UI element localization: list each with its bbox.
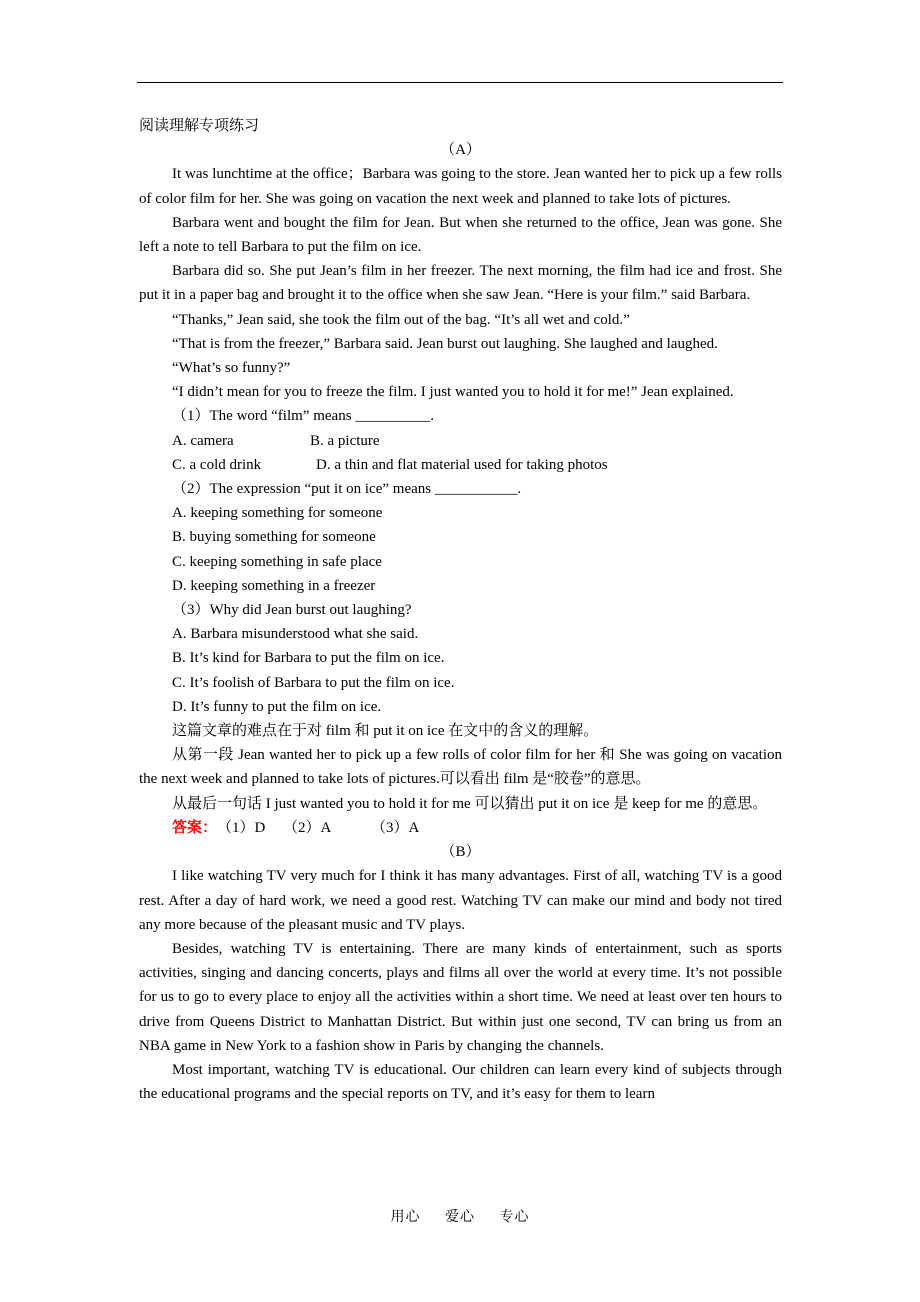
q1-option-c: C. a cold drink (172, 456, 262, 473)
question-1-options-ab (139, 429, 782, 453)
document-title: 阅读理解专项练习 (139, 118, 260, 134)
passage-a-paragraph: It was lunchtime at the office；Barbara was going to the store. Jean wanted her to pick up a few rolls of color film for her. She was going on vacation the next week and planned to take lots of pictures. (139, 166, 782, 207)
passage-a-paragraph: Barbara did so. She put Jean’s film in her freezer. The next morning, the film had ice and frost. She put it in a paper bag and brought it to the office when she saw Jean. “Here is your film.” said Barbara. (139, 263, 782, 304)
passage-b-paragraph: I like watching TV very much for I think it has many advantages. First of all, watching TV is a good rest. After a day of hard work, we need a good rest. Watching TV can make our mind and body not tired any more because of the pleasant music and TV plays. (139, 868, 782, 933)
answer-1: （1）D (217, 819, 266, 836)
q3-option-a: A. Barbara misunderstood what she said. (172, 626, 419, 643)
passage-a-paragraph: “That is from the freezer,” Barbara said. Jean burst out laughing. She laughed and laughed. (172, 335, 718, 352)
passage-a-paragraph: “I didn’t mean for you to freeze the film. I just wanted you to hold it for me!” Jean explained. (172, 384, 734, 401)
passage-a-paragraph: Barbara went and bought the film for Jean. But when she returned to the office, Jean was gone. She left a note to tell Barbara to put the film on ice. (139, 214, 782, 256)
footer-text: 爱心 (445, 1210, 475, 1225)
answer-label: 答案： (172, 819, 218, 836)
section-b-label: （B） (440, 844, 481, 861)
question-3-stem: （3）Why did Jean burst out laughing? (172, 602, 412, 619)
q1-option-a: A. camera (172, 432, 234, 449)
q2-option-c: C. keeping something in safe place (172, 553, 382, 570)
footer-text: 用心 (390, 1210, 421, 1225)
analysis-paragraph: 这篇文章的难点在于对 film 和 put it on ice 在文中的含义的理解。 (172, 723, 599, 740)
q2-option-b: B. buying something for someone (172, 529, 376, 546)
document-body (139, 114, 782, 1106)
q2-option-a: A. keeping something for someone (172, 505, 383, 522)
q2-option-d: D. keeping something in a freezer (172, 577, 376, 594)
question-2-stem: （2）The expression “put it on ice” means ___________. (172, 481, 522, 498)
question-1-options-cd (139, 453, 782, 477)
header-rule (137, 82, 783, 83)
section-a-label: （A） (440, 142, 481, 159)
passage-b-paragraph: Most important, watching TV is educational. Our children can learn every kind of subjects through the educational programs and the special reports on TV, and it’s easy for them to learn (139, 1061, 782, 1103)
passage-a-paragraph: “Thanks,” Jean said, she took the film out of the bag. “It’s all wet and cold.” (172, 311, 630, 328)
answer-3: （3）A (371, 819, 420, 836)
analysis-paragraph: 从第一段 Jean wanted her to pick up a few rolls of color film for her 和 She was going on vacation the next week and planned to take lots of pictures.可以看出 film 是“胶卷”的意思。 (139, 747, 782, 788)
q1-option-d: D. a thin and flat material used for taking photos (316, 456, 608, 473)
answer-2: （2）A (283, 819, 332, 836)
passage-b-paragraph: Besides, watching TV is entertaining. There are many kinds of entertainment, such as sports activities, singing and dancing concerts, plays and films all over the world at every time. It’s not possible for us to go to every place to enjoy all the activities within a short time. We need at least over ten hours to drive from Queens District to Manhattan District. But within just one second, TV can bring us from an NBA game in New York to a fashion show in Paris by changing the channels. (139, 940, 782, 1054)
footer-text: 专心 (499, 1210, 530, 1225)
q1-option-b: B. a picture (310, 432, 380, 449)
q3-option-b: B. It’s kind for Barbara to put the film on ice. (172, 650, 445, 667)
answer-line (139, 816, 782, 840)
analysis-paragraph: 从最后一句话 I just wanted you to hold it for me 可以猜出 put it on ice 是 keep for me 的意思。 (172, 795, 768, 812)
page-footer (0, 1206, 920, 1226)
q3-option-c: C. It’s foolish of Barbara to put the film on ice. (172, 674, 455, 691)
question-1-stem: （1）The word “film” means __________. (172, 408, 435, 425)
passage-a-paragraph: “What’s so funny?” (172, 360, 291, 377)
q3-option-d: D. It’s funny to put the film on ice. (172, 698, 382, 715)
